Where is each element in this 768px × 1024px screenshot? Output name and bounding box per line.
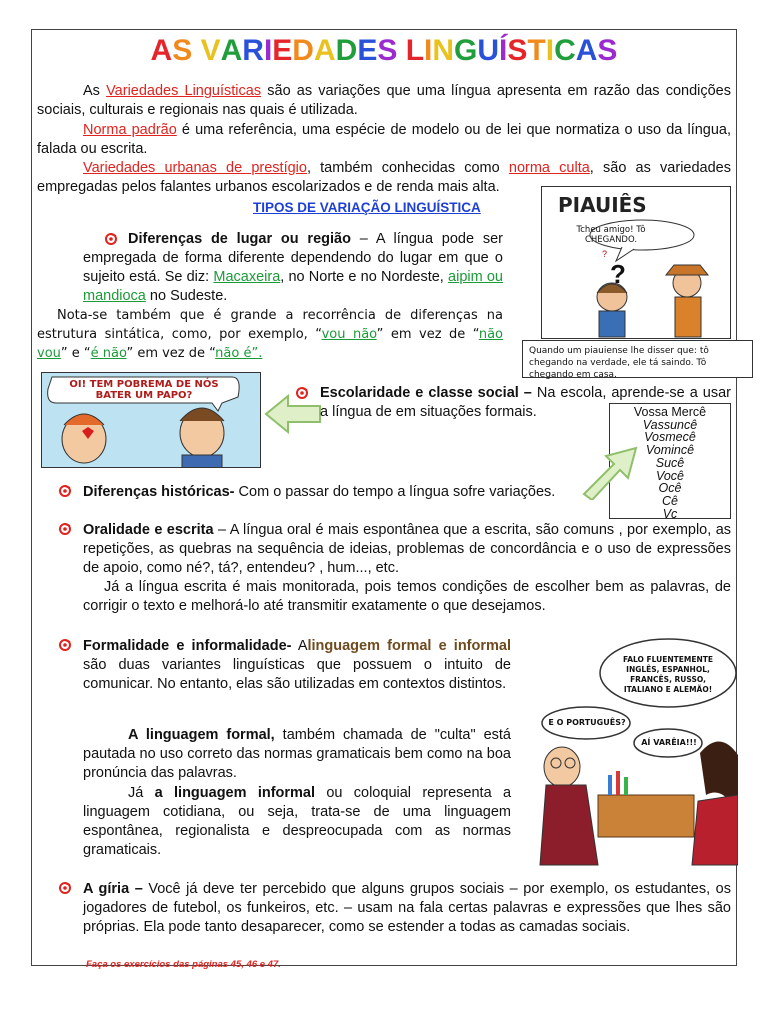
informal-paragraph [83, 784, 511, 860]
link-norma-culta[interactable]: norma culta [508, 160, 590, 176]
title-letter: S [377, 34, 398, 67]
lugar-text: no Sudeste. [149, 288, 228, 304]
link-variedades-urbanas[interactable]: Variedades urbanas de prestígio [83, 160, 307, 176]
lugar-heading: Diferenças de lugar ou região [128, 231, 351, 247]
piaui-comic [541, 186, 731, 339]
nota-text: ” e “ [60, 346, 91, 361]
title-letter: I [545, 34, 555, 67]
title-letter: D [335, 34, 358, 67]
nota-text: ” em vez de “ [126, 346, 216, 361]
title-letter: C [554, 34, 576, 67]
title-letter: S [507, 34, 528, 67]
section-title: TIPOS DE VARIAÇÃO LINGUÍSTICA [253, 200, 481, 215]
form-item: Vosmecê [644, 430, 696, 445]
piaui-caption: Quando um piauiense lhe disser que: tô chegando na verdade, ele tá saindo. Tô chegando em casa. [522, 340, 753, 378]
formal-paragraph [83, 726, 511, 783]
giria-paragraph [83, 880, 731, 937]
form-item: Você [655, 468, 685, 483]
piaui-bubble: Tcheu amigo! Tô CHEGANDO. [576, 225, 646, 245]
escolaridade-text: Na escola, aprende-se a usar a língua de em situações formais. [320, 385, 731, 420]
historicas-paragraph [83, 483, 593, 502]
title-letter: A [150, 34, 173, 67]
comic-linguagem [528, 635, 738, 867]
title-letter: E [272, 34, 293, 67]
formalidade-paragraph [83, 637, 511, 694]
intro-text: é uma referência, uma espécie de modelo ou de lei que normatiza o uso da língua, falada ou escrita. [37, 122, 732, 157]
form-item: Vossa Mercê [633, 405, 707, 419]
title-letter: S [597, 34, 618, 67]
comic-pobrema-bubble: OI! TEM POBREMA DE NÓS BATER UM PAPO? [69, 379, 219, 401]
form-item: Vomincê [645, 443, 695, 458]
nota-text: ” em vez de “ [376, 327, 479, 342]
title-letter [397, 34, 405, 68]
footer-note: Faça os exercícios das páginas 45, 46 e 47. [86, 959, 281, 970]
word-macaxeira[interactable]: Macaxeira [213, 269, 281, 285]
intro-paragraph-2 [37, 121, 731, 159]
link-variedades[interactable]: Variedades Linguísticas [106, 83, 262, 99]
informal-text: Já [128, 785, 144, 801]
lugar-text: , no Norte e no Nordeste, [280, 269, 444, 285]
spiral-bullet-icon [295, 386, 309, 400]
title-letter: A [313, 34, 336, 67]
title-letter: U [477, 34, 500, 67]
oralidade-text: – A língua oral é mais espontânea que a escrita, são comuns , por exemplo, as repetições, as quebras na sequência de ideias, problemas de concordância e o uso de expressões de apoio, como né?, tá?, entendeu? , hum..., etc. [83, 522, 732, 576]
form-item: Ocê [658, 481, 682, 496]
spiral-bullet-icon [58, 484, 72, 498]
oralidade-text: Já a língua escrita é mais monitorada, pois temos condições de escolher bem as palavras, de corrigir o texto e melhorá-lo até transmitir exatamente o que desejamos. [83, 579, 731, 614]
giria-heading: A gíria – [83, 881, 143, 897]
svg-text:?: ? [602, 249, 608, 259]
title-letter: V [200, 34, 221, 67]
word-nao-vou[interactable]: não vou [37, 327, 503, 361]
lugar-paragraph [83, 230, 503, 306]
title-letter: A [575, 34, 598, 67]
title-letter: G [454, 34, 478, 67]
link-norma-padrao[interactable]: Norma padrão [83, 122, 177, 138]
spiral-bullet-icon [58, 638, 72, 652]
question-mark-icon: ? [610, 259, 626, 289]
historicas-text: Com o passar do tempo a língua sofre variações. [238, 484, 556, 500]
comic-bubble-vareia: AÍ VARÊIA!!! [641, 738, 697, 747]
lugar-text: – A língua pode ser empregada de forma diferente dependendo do lugar em que o sujeito está. Se diz: [83, 231, 504, 285]
comic-pobrema [41, 372, 261, 468]
title-letter [192, 34, 200, 68]
formal-text: também chamada de "culta" está pautada no uso correto das normas gramaticais bem como na boa pronúncia das palavras. [83, 727, 511, 781]
formalidade-text: são duas variantes linguísticas que possuem o intuito de comunicar. No entanto, elas são utilizadas em contextos distintos. [83, 657, 511, 692]
oralidade-heading: Oralidade e escrita [83, 522, 214, 538]
title-letter: S [172, 34, 193, 67]
title-letter: R [242, 34, 264, 67]
title-letter: Í [499, 34, 508, 67]
giria-text: Você já deve ter percebido que alguns grupos sociais – por exemplo, os estudantes, os jogadores de futebol, os funkeiros, etc. – usam na fala certas palavras e expressões que lhes são próprias. Ela pode tanto desaparecer, como se estender a todas as camadas sociais. [83, 881, 731, 935]
formalidade-heading: Formalidade e informalidade- [83, 638, 292, 654]
word-nao-e[interactable]: não é”. [215, 346, 263, 361]
title-letter: T [527, 34, 546, 67]
intro-text: , também conhecidas como [306, 160, 500, 176]
title-letter: A [220, 34, 243, 67]
intro-text: , são as variedades empregadas pelos falantes urbanos escolarizados e de renda mais alta. [37, 160, 731, 195]
form-item: Sucê [655, 455, 685, 470]
form-item: Vc [662, 506, 678, 521]
comic-bubble-portugues: E O PORTUGUÊS? [548, 718, 626, 727]
word-aipim[interactable]: aipim ou mandioca [83, 269, 503, 304]
title-letter: L [405, 34, 425, 67]
title-letter: D [292, 34, 314, 67]
title-letter: E [357, 34, 378, 67]
oralidade-paragraph-2 [83, 578, 731, 616]
spiral-bullet-icon [58, 881, 72, 895]
informal-text: ou coloquial representa a linguagem cotidiana, ou seja, trata-se de uma linguagem espontânea, regionalista e despreocupada com as normas gramaticais. [83, 785, 512, 858]
formalidade-text: A [297, 638, 308, 654]
piaui-illustration [542, 187, 730, 338]
intro-text: As [83, 83, 100, 99]
title-letter: I [263, 34, 273, 67]
form-item: Cê [662, 493, 678, 508]
intro-text: são as variações que uma língua apresenta em razão das condições sociais, culturais e regionais nas quais é utilizada. [37, 83, 731, 118]
formalidade-highlight: linguagem formal e informal [307, 638, 511, 654]
comic-bubble-idiomas: FALO FLUENTEMENTE INGLÊS, ESPANHOL, FRANCÊS, RUSSO, ITALIANO E ALEMÃO! [622, 655, 714, 694]
oralidade-paragraph [83, 521, 731, 578]
title-letter: I [424, 34, 433, 67]
spiral-bullet-icon [58, 522, 72, 536]
page-title [0, 34, 768, 68]
word-e-nao[interactable]: é não [90, 346, 127, 361]
title-letter: N [432, 34, 455, 67]
escolaridade-heading: Escolaridade e classe social – [320, 385, 532, 401]
word-vou-nao[interactable]: vou não [321, 327, 377, 342]
historicas-heading: Diferenças históricas- [83, 484, 235, 500]
formal-heading: A linguagem formal, [128, 727, 275, 743]
nota-paragraph [37, 306, 503, 363]
arrow-left-icon [264, 392, 322, 436]
nota-text: Nota-se também que é grande a recorrência de diferenças na estrutura sintática, como, por exemplo, “ [37, 308, 503, 342]
form-item: Vassuncê [642, 417, 698, 432]
intro-paragraph-1 [37, 82, 731, 120]
informal-heading: a linguagem informal [154, 785, 316, 801]
piaui-title: PIAUIÊS [558, 193, 647, 217]
